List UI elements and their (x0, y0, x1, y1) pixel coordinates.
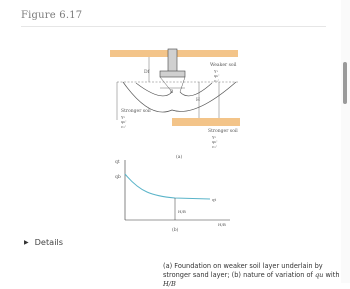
svg-text:c₂': c₂' (121, 124, 126, 129)
weak-soil-label: Weaker soil (210, 63, 237, 68)
dim-b-label: B (170, 90, 174, 95)
scrollbar-track[interactable] (341, 0, 350, 283)
curve-end-label: qt (212, 197, 217, 202)
dim-h-label: H (196, 98, 200, 103)
panel-b-sublabel: (b) (172, 228, 179, 233)
strong-soil-label-left: Stronger soil (121, 109, 151, 114)
figure-title: Figure 6.17 (21, 10, 83, 21)
footing-base (160, 71, 185, 77)
qu-curve (125, 174, 210, 199)
svg-text:c₁': c₁' (214, 78, 219, 83)
strong-soil-label-right: Stronger soil (208, 129, 238, 134)
y-tick-qb: qb (115, 175, 121, 180)
svg-text:γ₂: γ₂ (212, 134, 216, 139)
x-axis-label: H/B (218, 222, 226, 227)
svg-text:φ₁': φ₁' (214, 73, 220, 78)
y-tick-qt: qt (115, 160, 120, 165)
panel-b (115, 159, 230, 233)
failure-wedge-right (180, 83, 212, 96)
scrollbar-thumb[interactable] (343, 62, 347, 104)
svg-text:γ₁: γ₁ (214, 68, 218, 73)
svg-text:γ₂: γ₂ (121, 114, 125, 119)
details-toggle[interactable] (24, 237, 63, 247)
dim-df-label: Df (144, 70, 150, 75)
marker-label: H/B (178, 209, 186, 214)
figure-caption: (a) Foundation on weaker soil layer underlain by stronger sand layer; (b) nature of variation of qu with H/B (163, 262, 340, 288)
svg-text:c₂': c₂' (212, 144, 217, 149)
stronger-soil-band (172, 118, 240, 126)
panel-a-sublabel: (a) (176, 155, 183, 160)
svg-text:φ₂': φ₂' (212, 139, 218, 144)
caret-right-icon: ▶ (24, 238, 29, 246)
panel-a (110, 49, 240, 160)
svg-text:φ₂': φ₂' (121, 119, 127, 124)
details-label: Details (34, 237, 64, 247)
